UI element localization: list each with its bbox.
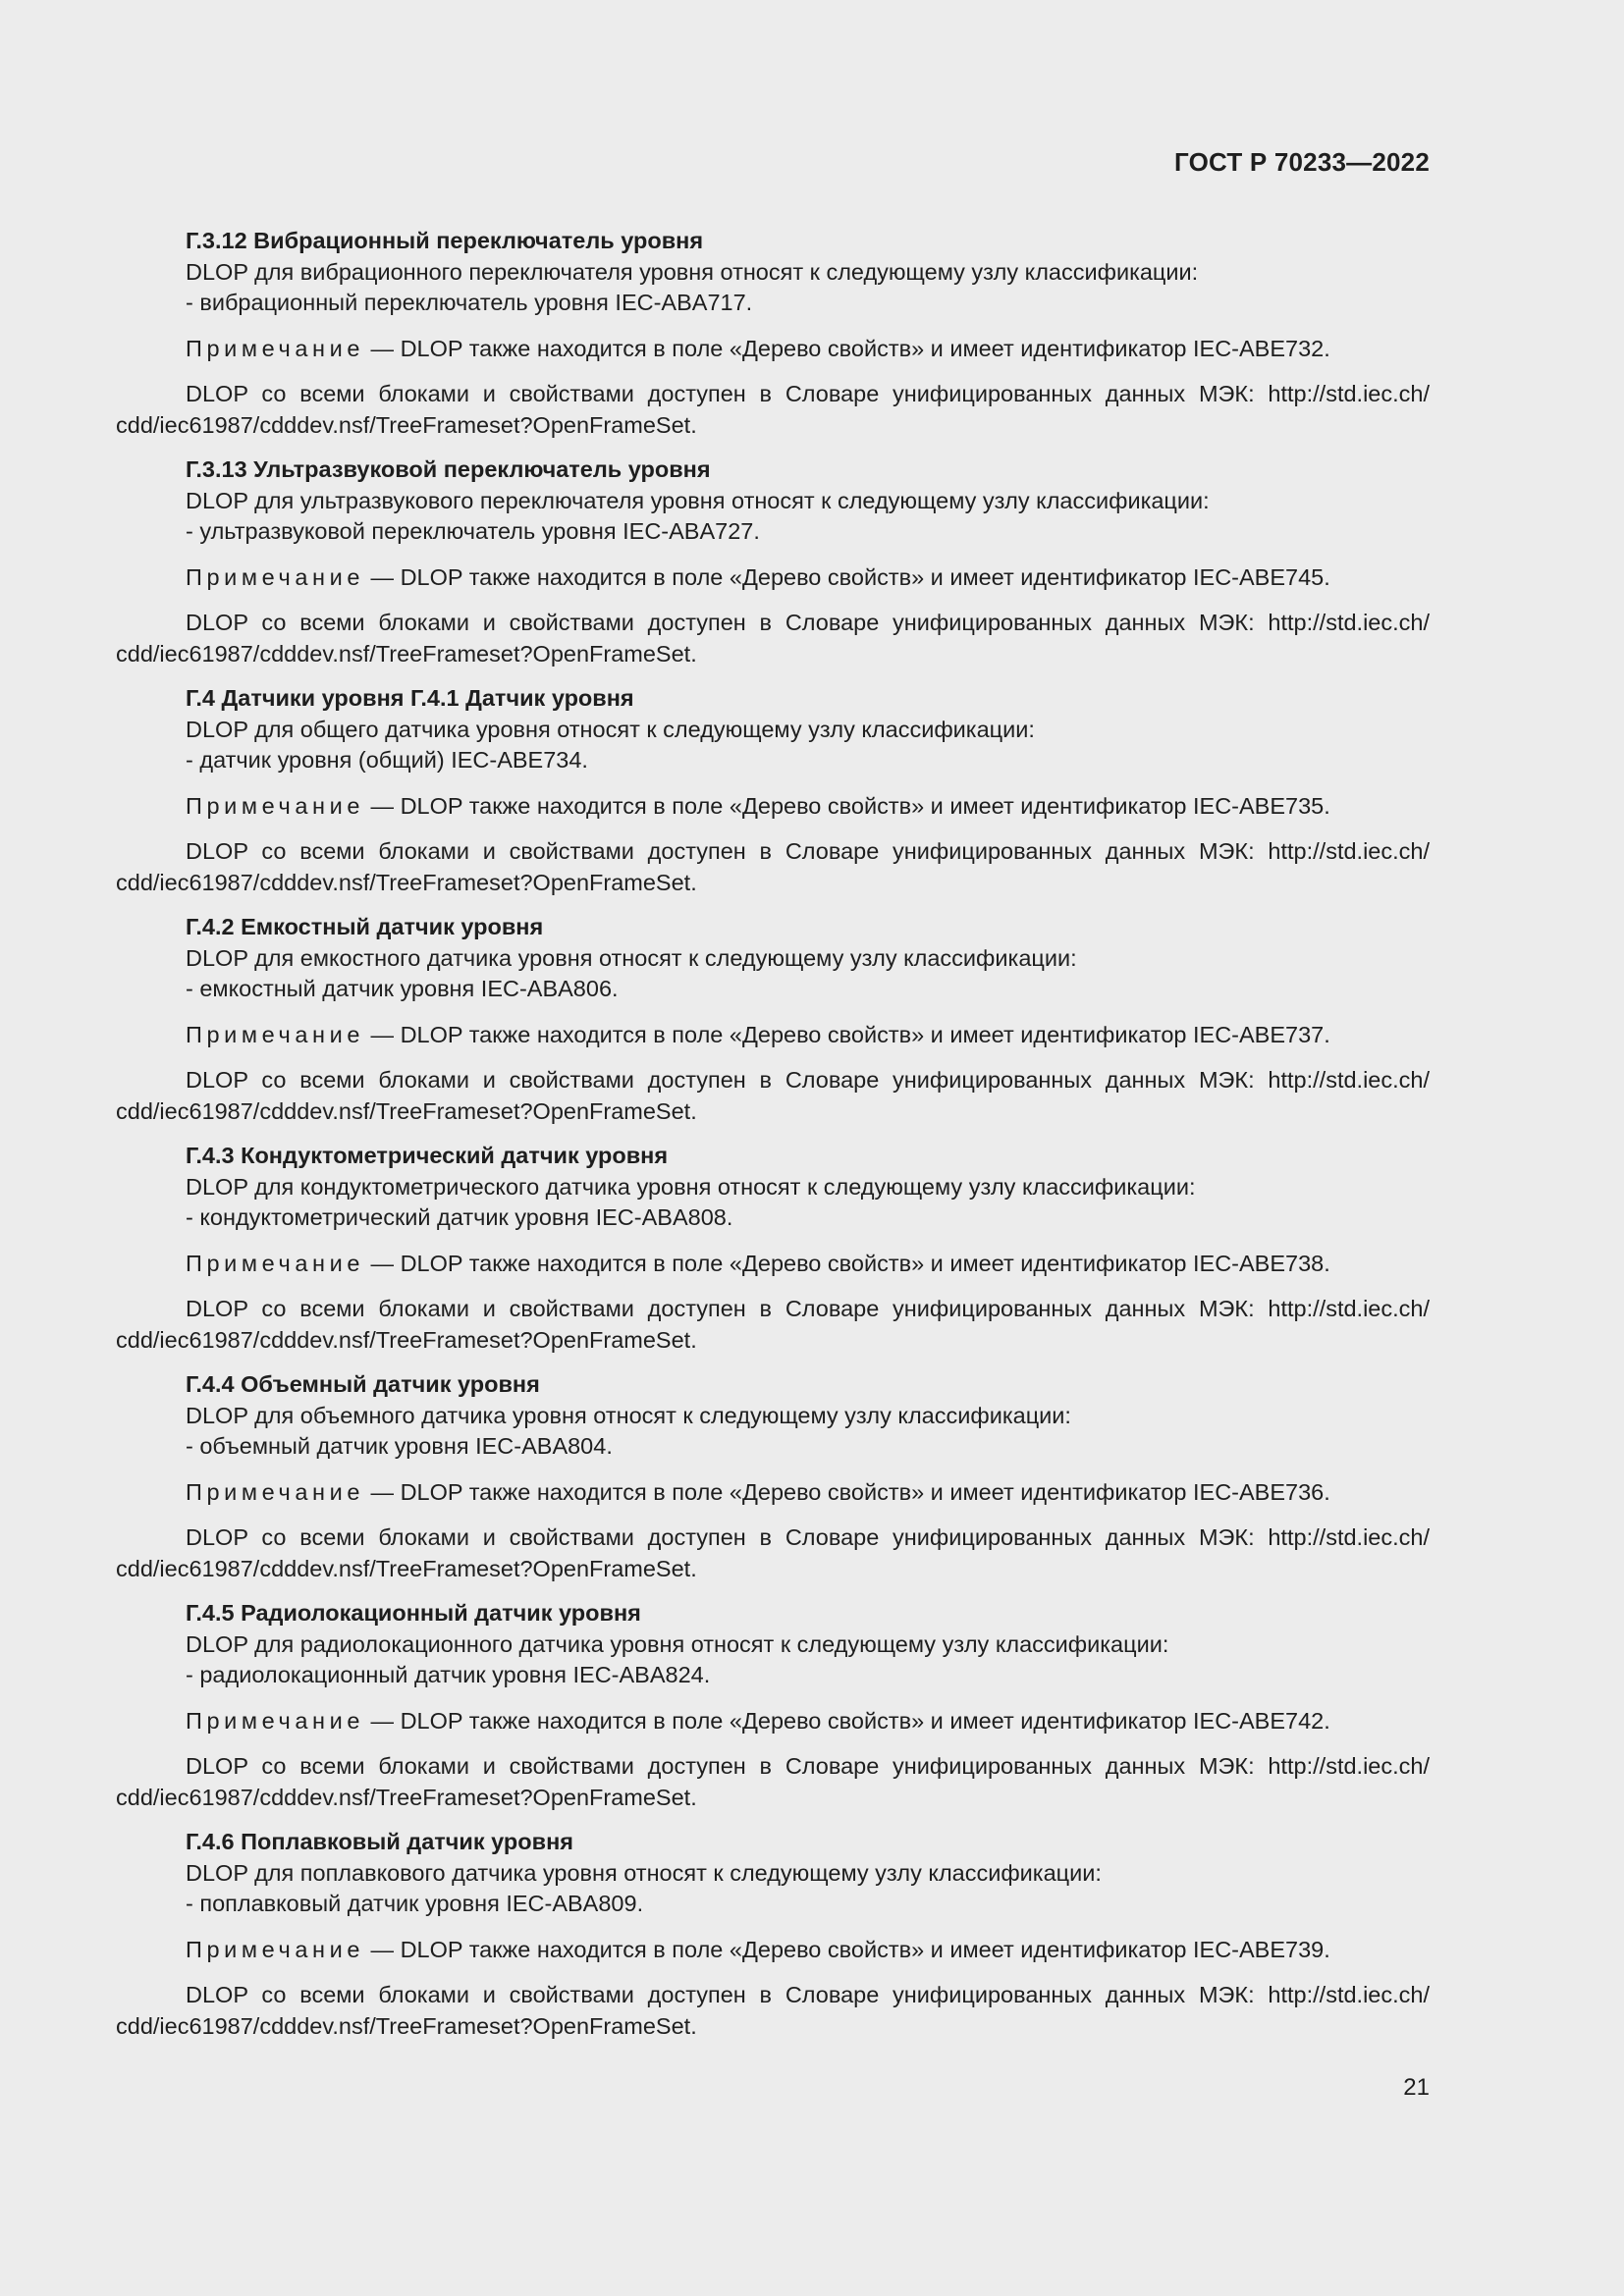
section-block bbox=[116, 912, 1430, 1127]
section-heading: Г.4 Датчики уровня Г.4.1 Датчик уровня bbox=[186, 685, 634, 711]
note-text: — DLOP также находится в поле «Дерево свойств» и имеет идентификатор IEC-ABE732. bbox=[364, 335, 1330, 361]
classification-item: - поплавковый датчик уровня IEC-ABA809. bbox=[186, 1891, 644, 1916]
dictionary-link-paragraph: DLOP со всеми блоками и свойствами доступен в Словаре унифицированных данных МЭК: http://std.iec.ch/ cdd/iec61987/cdddev.nsf/TreeFrameset?OpenFrameSet. bbox=[116, 1524, 1430, 1581]
note-label: Примечание bbox=[186, 1707, 365, 1734]
section-block bbox=[116, 226, 1430, 441]
note-label: Примечание bbox=[186, 1250, 365, 1276]
classification-item: - радиолокационный датчик уровня IEC-ABA824. bbox=[186, 1662, 711, 1687]
section-block bbox=[116, 683, 1430, 898]
note-text: — DLOP также находится в поле «Дерево свойств» и имеет идентификатор IEC-ABE737. bbox=[364, 1021, 1330, 1047]
note-text: — DLOP также находится в поле «Дерево свойств» и имеет идентификатор IEC-ABE742. bbox=[364, 1707, 1330, 1734]
classification-item: - объемный датчик уровня IEC-ABA804. bbox=[186, 1433, 613, 1459]
classification-item: - кондуктометрический датчик уровня IEC-ABA808. bbox=[186, 1204, 733, 1230]
section-intro: DLOP для емкостного датчика уровня относят к следующему узлу классификации: bbox=[186, 944, 1077, 971]
section-intro: DLOP для поплавкового датчика уровня относят к следующему узлу классификации: bbox=[186, 1859, 1102, 1886]
section-block bbox=[116, 1141, 1430, 1356]
section-note bbox=[116, 1706, 1430, 1737]
dictionary-link-paragraph: DLOP со всеми блоками и свойствами доступен в Словаре унифицированных данных МЭК: http://std.iec.ch/ cdd/iec61987/cdddev.nsf/TreeFrameset?OpenFrameSet. bbox=[116, 610, 1430, 667]
dictionary-link-paragraph: DLOP со всеми блоками и свойствами доступен в Словаре унифицированных данных МЭК: http://std.iec.ch/ cdd/iec61987/cdddev.nsf/TreeFrameset?OpenFrameSet. bbox=[116, 1067, 1430, 1124]
section-block bbox=[116, 454, 1430, 669]
note-label: Примечание bbox=[186, 563, 365, 590]
section-note bbox=[116, 791, 1430, 823]
section-heading: Г.4.3 Кондуктометрический датчик уровня bbox=[186, 1143, 669, 1168]
section-intro: DLOP для объемного датчика уровня относят к следующему узлу классификации: bbox=[186, 1402, 1071, 1428]
section-heading: Г.4.5 Радиолокационный датчик уровня bbox=[186, 1600, 641, 1626]
section-intro: DLOP для вибрационного переключателя уровня относят к следующему узлу классификации: bbox=[186, 258, 1199, 285]
dictionary-link-paragraph: DLOP со всеми блоками и свойствами доступен в Словаре унифицированных данных МЭК: http://std.iec.ch/ cdd/iec61987/cdddev.nsf/TreeFrameset?OpenFrameSet. bbox=[116, 1982, 1430, 2039]
section-note bbox=[116, 1249, 1430, 1280]
section-heading: Г.4.2 Емкостный датчик уровня bbox=[186, 914, 544, 939]
note-label: Примечание bbox=[186, 1936, 365, 1962]
section-block bbox=[116, 1827, 1430, 2042]
section-heading: Г.3.13 Ультразвуковой переключатель уровня bbox=[186, 456, 711, 482]
dictionary-link-paragraph: DLOP со всеми блоками и свойствами доступен в Словаре унифицированных данных МЭК: http://std.iec.ch/ cdd/iec61987/cdddev.nsf/TreeFrameset?OpenFrameSet. bbox=[116, 1296, 1430, 1353]
note-label: Примечание bbox=[186, 335, 365, 361]
section-heading: Г.4.4 Объемный датчик уровня bbox=[186, 1371, 540, 1397]
section-block bbox=[116, 1598, 1430, 1813]
note-text: — DLOP также находится в поле «Дерево свойств» и имеет идентификатор IEC-ABE736. bbox=[364, 1478, 1330, 1505]
section-note bbox=[116, 334, 1430, 365]
section-note bbox=[116, 1935, 1430, 1966]
note-text: — DLOP также находится в поле «Дерево свойств» и имеет идентификатор IEC-ABE745. bbox=[364, 563, 1330, 590]
section-intro: DLOP для общего датчика уровня относят к следующему узлу классификации: bbox=[186, 716, 1035, 742]
note-label: Примечание bbox=[186, 1478, 365, 1505]
section-intro: DLOP для кондуктометрического датчика уровня относят к следующему узлу классификации: bbox=[186, 1173, 1196, 1200]
section-note bbox=[116, 1477, 1430, 1509]
section-note bbox=[116, 1020, 1430, 1051]
note-text: — DLOP также находится в поле «Дерево свойств» и имеет идентификатор IEC-ABE735. bbox=[364, 792, 1330, 819]
note-text: — DLOP также находится в поле «Дерево свойств» и имеет идентификатор IEC-ABE738. bbox=[364, 1250, 1330, 1276]
classification-item: - датчик уровня (общий) IEC-ABE734. bbox=[186, 747, 588, 773]
document-code: ГОСТ Р 70233—2022 bbox=[1174, 147, 1430, 177]
dictionary-link-paragraph: DLOP со всеми блоками и свойствами доступен в Словаре унифицированных данных МЭК: http://std.iec.ch/ cdd/iec61987/cdddev.nsf/TreeFrameset?OpenFrameSet. bbox=[116, 381, 1430, 438]
section-block bbox=[116, 1369, 1430, 1584]
dictionary-link-paragraph: DLOP со всеми блоками и свойствами доступен в Словаре унифицированных данных МЭК: http://std.iec.ch/ cdd/iec61987/cdddev.nsf/TreeFrameset?OpenFrameSet. bbox=[116, 1753, 1430, 1810]
note-text: — DLOP также находится в поле «Дерево свойств» и имеет идентификатор IEC-ABE739. bbox=[364, 1936, 1330, 1962]
classification-item: - ультразвуковой переключатель уровня IEC-ABA727. bbox=[186, 518, 760, 544]
section-intro: DLOP для ультразвукового переключателя уровня относят к следующему узлу классификации: bbox=[186, 487, 1210, 513]
note-label: Примечание bbox=[186, 792, 365, 819]
note-label: Примечание bbox=[186, 1021, 365, 1047]
document-body bbox=[116, 226, 1430, 2056]
section-note bbox=[116, 562, 1430, 594]
page-number: 21 bbox=[1403, 2074, 1430, 2101]
section-intro: DLOP для радиолокационного датчика уровня относят к следующему узлу классификации: bbox=[186, 1630, 1169, 1657]
classification-item: - емкостный датчик уровня IEC-ABA806. bbox=[186, 976, 619, 1001]
section-heading: Г.3.12 Вибрационный переключатель уровня bbox=[186, 228, 704, 253]
dictionary-link-paragraph: DLOP со всеми блоками и свойствами доступен в Словаре унифицированных данных МЭК: http://std.iec.ch/ cdd/iec61987/cdddev.nsf/TreeFrameset?OpenFrameSet. bbox=[116, 838, 1430, 895]
section-heading: Г.4.6 Поплавковый датчик уровня bbox=[186, 1829, 573, 1854]
classification-item: - вибрационный переключатель уровня IEC-ABA717. bbox=[186, 290, 753, 315]
